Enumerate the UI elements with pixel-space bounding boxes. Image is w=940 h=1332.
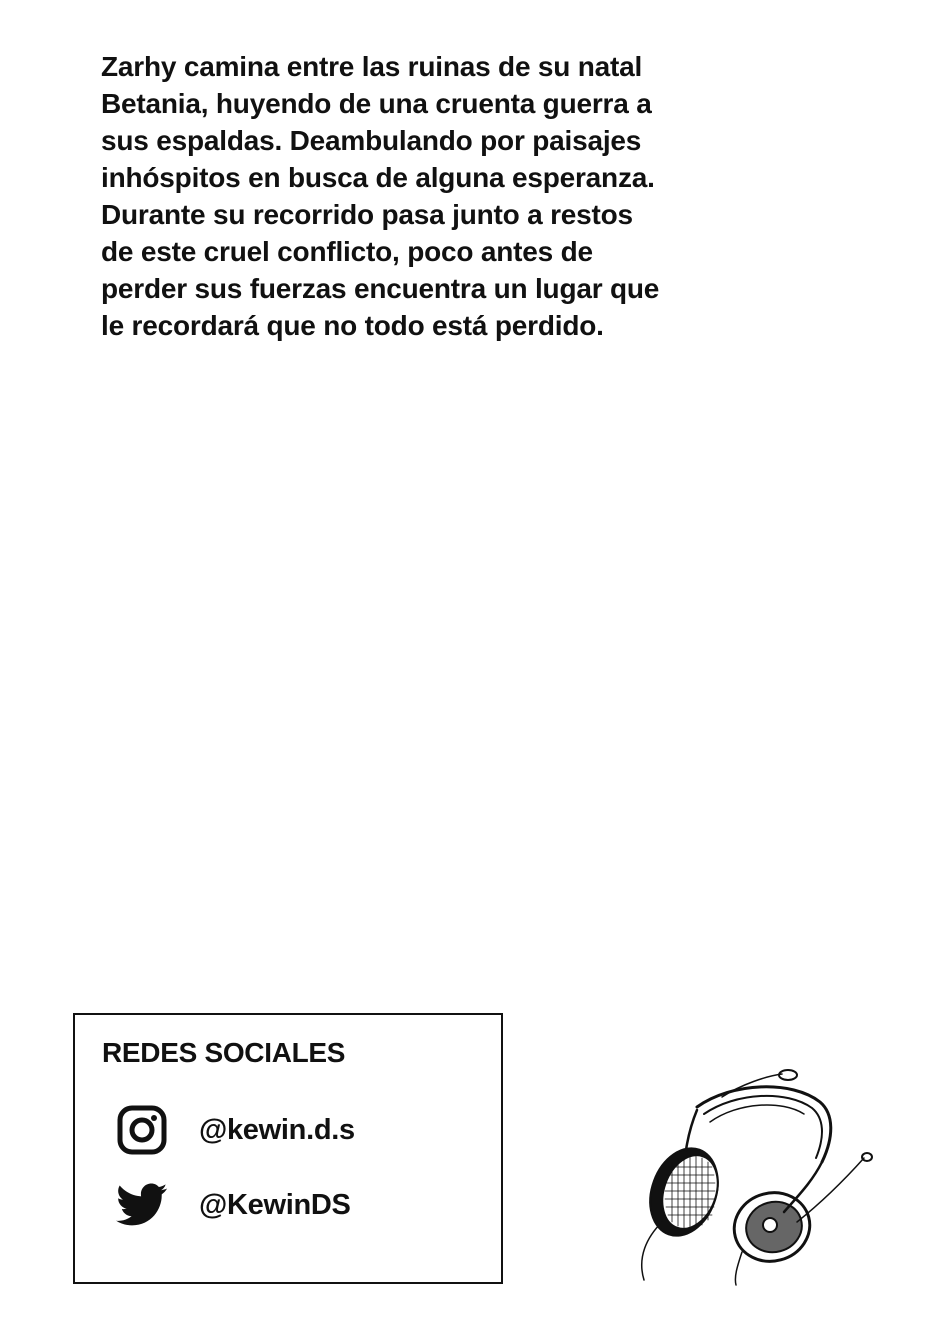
social-row-twitter[interactable] — [115, 1175, 351, 1235]
instagram-icon — [115, 1103, 169, 1157]
synopsis-paragraph-2: Durante su recorrido pasa junto a restos de este cruel conflicto, poco antes de perder sus fuerzas encuentra un lugar que le recordará que no todo está perdido. — [101, 199, 660, 341]
social-title: REDES SOCIALES — [102, 1037, 346, 1068]
twitter-icon — [115, 1178, 169, 1232]
synopsis-paragraph-1: Zarhy camina entre las ruinas de su natal Betania, huyendo de una cruenta guerra a sus espaldas. Deambulando por paisajes inhóspitos en busca de alguna esperanza. — [101, 51, 655, 193]
social-row-instagram[interactable] — [115, 1100, 355, 1160]
twitter-handle[interactable]: @KewinDS — [199, 1188, 351, 1221]
synopsis-text — [101, 48, 661, 344]
instagram-handle[interactable]: @kewin.d.s — [199, 1113, 355, 1146]
social-media-box — [73, 1013, 503, 1284]
headphones-icon — [622, 1062, 882, 1287]
